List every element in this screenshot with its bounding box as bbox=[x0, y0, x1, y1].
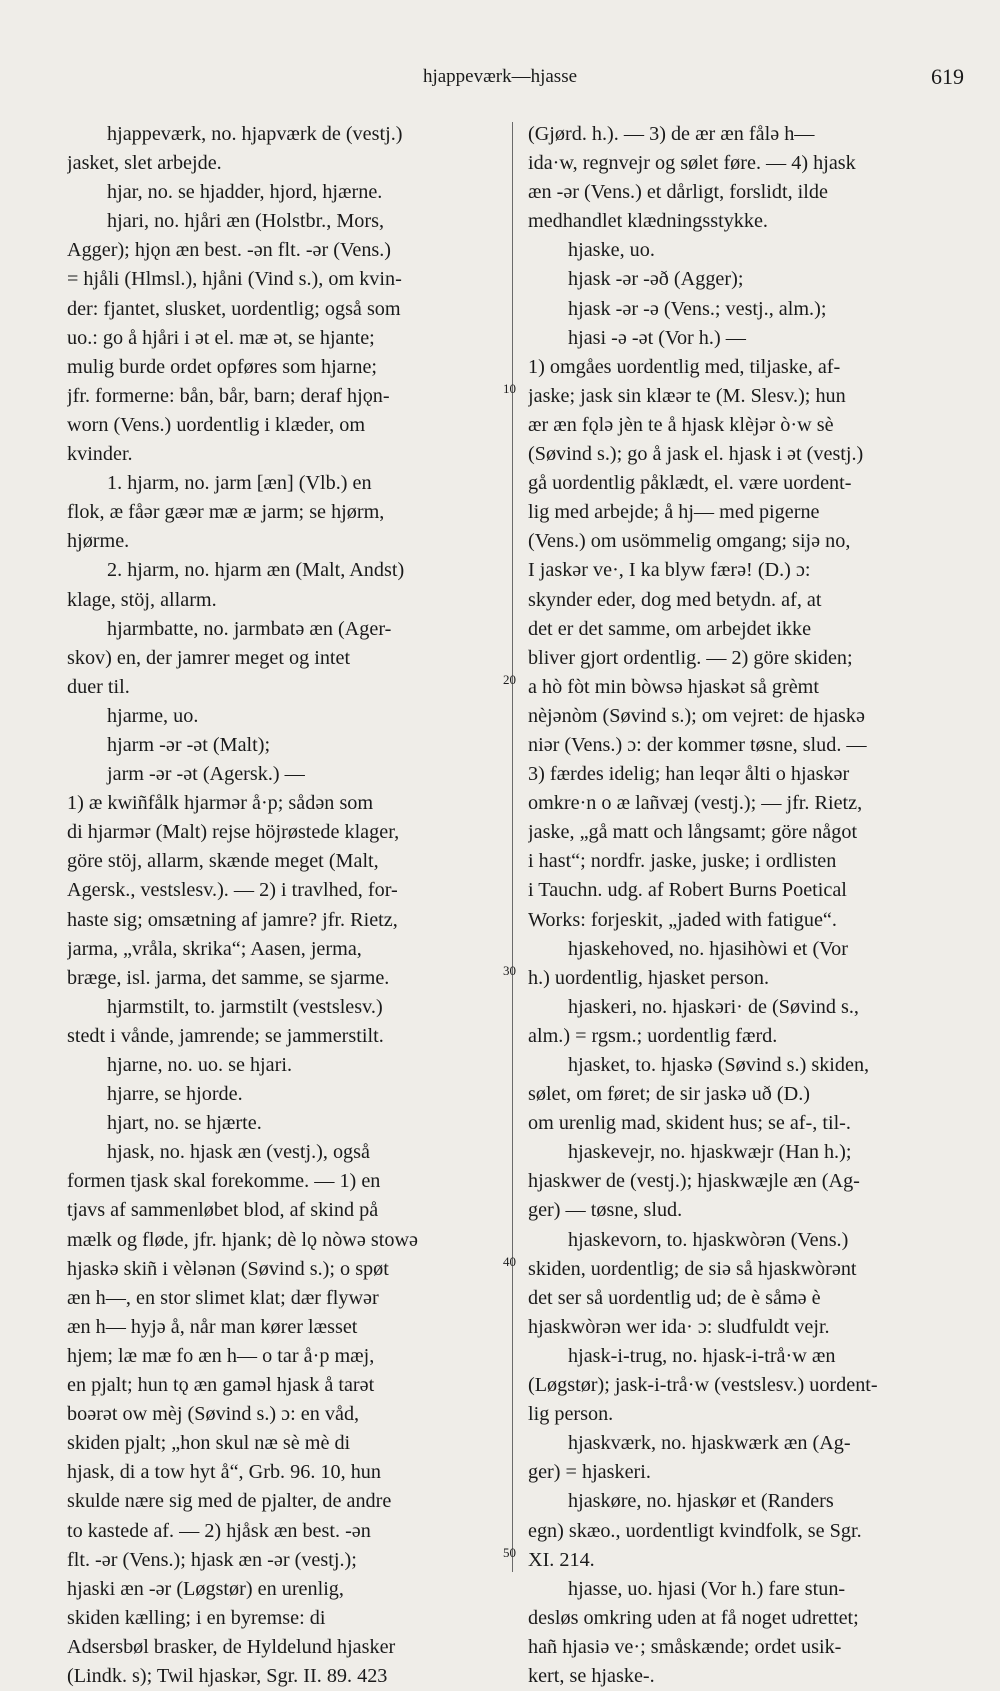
text-line: Agger); hjǫn æn best. -ən flt. -ər (Vens.) bbox=[67, 239, 392, 262]
text-line: kvinder. bbox=[67, 443, 133, 466]
text-line: det ser så uordentlig ud; de è såmə è bbox=[528, 1286, 821, 1309]
text-line: ær æn fǫlə jèn te å hjask klèjər ò·w sè bbox=[528, 413, 834, 436]
text-line: hjaskevorn, to. hjaskwòrən (Vens.) bbox=[568, 1228, 849, 1251]
text-line: stedt i vånde, jamrende; se jammerstilt. bbox=[67, 1024, 384, 1047]
text-line: æn -ər (Vens.) et dårligt, forslidt, ilde bbox=[528, 181, 828, 204]
text-line: hjaskwer de (vestj.); hjaskwæjle æn (Ag- bbox=[528, 1170, 860, 1193]
text-line: jaske; jask sin klæər te (M. Slesv.); hun bbox=[528, 384, 846, 407]
text-line: hjarmstilt, to. jarmstilt (vestslesv.) bbox=[107, 995, 383, 1018]
running-head: hjappeværk—hjasse bbox=[422, 66, 578, 87]
line-marker: 50 bbox=[503, 1545, 516, 1560]
text-line: hjart, no. se hjærte. bbox=[107, 1112, 262, 1135]
text-line: hjarm -ər -ət (Malt); bbox=[107, 733, 271, 756]
text-line: alm.) = rgsm.; uordentlig færd. bbox=[528, 1024, 778, 1047]
line-marker: 30 bbox=[503, 963, 516, 978]
text-line: 1) omgåes uordentlig med, tiljaske, af- bbox=[528, 355, 841, 378]
text-line: hañ hjasiə ve·; småskænde; ordet usik- bbox=[528, 1635, 842, 1658]
text-line: ger) — tøsne, slud. bbox=[528, 1199, 683, 1222]
text-line: haste sig; omsætning af jamre? jfr. Rietz, bbox=[67, 908, 398, 931]
text-line: omkre·n o æ lañvæj (vestj.); — jfr. Rietz, bbox=[528, 792, 863, 815]
text-line: worn (Vens.) uordentlig i klæder, om bbox=[67, 413, 366, 436]
text-line: en pjalt; hun tǫ æn gaməl hjask å tarət bbox=[67, 1374, 375, 1397]
text-line: i hast“; nordfr. jaske, juske; i ordlisten bbox=[528, 850, 837, 873]
text-line: Agersk., vestslesv.). — 2) i travlhed, for- bbox=[67, 879, 398, 902]
text-line: hjem; læ mæ fo æn h— o tar å·p mæj, bbox=[67, 1344, 375, 1367]
text-line: hjaskwòrən wer ida· ɔ: sludfuldt vejr. bbox=[528, 1315, 830, 1338]
text-line: hjaskøre, no. hjaskør et (Randers bbox=[568, 1490, 834, 1513]
text-line: om urenlig mad, skident hus; se af-, til-. bbox=[528, 1112, 851, 1135]
text-line: flt. -ər (Vens.); hjask æn -ər (vestj.); bbox=[67, 1548, 357, 1571]
column-divider bbox=[512, 122, 513, 1572]
text-line: klage, stöj, allarm. bbox=[67, 588, 217, 611]
text-line: 2. hjarm, no. hjarm æn (Malt, Andst) bbox=[107, 559, 405, 582]
text-line: hjaski æn -ər (Løgstør) en urenlig, bbox=[67, 1577, 344, 1600]
text-line: (Søvind s.); go å jask el. hjask i ət (vestj.) bbox=[528, 443, 864, 466]
text-line: 1. hjarm, no. jarm [æn] (Vlb.) en bbox=[107, 472, 372, 495]
text-line: (Lindk. s); Twil hjaskər, Sgr. II. 89. 423 bbox=[67, 1664, 388, 1687]
text-line: hjaskværk, no. hjaskwærk æn (Ag- bbox=[568, 1432, 851, 1455]
text-line: gå uordentlig påklædt, el. være uordent- bbox=[528, 472, 852, 495]
text-line: kert, se hjaske-. bbox=[528, 1664, 655, 1687]
text-line: I jaskər ve·, I ka blyw færə! (D.) ɔ: bbox=[528, 559, 811, 582]
text-line: 3) færdes idelig; han leqər ålti o hjaskər bbox=[528, 763, 850, 786]
text-line: (Løgstør); jask-i-trå·w (vestslesv.) uordent- bbox=[528, 1374, 878, 1397]
text-line: tjavs af sammenløbet blod, af skind på bbox=[67, 1199, 379, 1222]
text-line: mulig burde ordet opføres som hjarne; bbox=[67, 355, 378, 378]
line-marker: 10 bbox=[503, 381, 516, 396]
text-line: medhandlet klædningsstykke. bbox=[528, 210, 768, 233]
text-line: hjaskeri, no. hjaskəri· de (Søvind s., bbox=[568, 995, 859, 1018]
text-line: hjaskevejr, no. hjaskwæjr (Han h.); bbox=[568, 1141, 852, 1164]
text-line: XI. 214. bbox=[528, 1548, 595, 1571]
text-line: (Gjørd. h.). — 3) de ær æn fålə h— bbox=[528, 123, 815, 145]
text-line: h.) uordentlig, hjasket person. bbox=[528, 966, 770, 989]
text-line: skiden, uordentlig; de siə så hjaskwòrənt bbox=[528, 1257, 857, 1280]
text-line: hjar, no. se hjadder, hjord, hjærne. bbox=[107, 181, 383, 204]
right-column bbox=[528, 120, 958, 1691]
text-line: hjappeværk, no. hjapværk de (vestj.) bbox=[107, 123, 403, 145]
text-line: jarm -ər -ət (Agersk.) — bbox=[107, 763, 305, 786]
line-marker: 20 bbox=[503, 672, 516, 687]
text-line: hjask, di a tow hyt å“, Grb. 96. 10, hun bbox=[67, 1461, 381, 1484]
text-line: Adsersbøl brasker, de Hyldelund hjasker bbox=[67, 1635, 396, 1658]
text-line: hjask -ər -əð (Agger); bbox=[568, 268, 744, 291]
text-line: Works: forjeskit, „jaded with fatigue“. bbox=[528, 908, 837, 931]
text-line: hjørme. bbox=[67, 530, 130, 553]
text-line: hjaskə skiñ i vèlənən (Søvind s.); o spøt bbox=[67, 1257, 389, 1280]
text-line: hjasket, to. hjaskə (Søvind s.) skiden, bbox=[568, 1054, 870, 1076]
text-line: to kastede af. — 2) hjåsk æn best. -ən bbox=[67, 1519, 371, 1542]
text-line: hjask -ər -ə (Vens.; vestj., alm.); bbox=[568, 297, 827, 320]
text-line: = hjåli (Hlmsl.), hjåni (Vind s.), om kvin- bbox=[67, 268, 402, 291]
text-line: hjarne, no. uo. se hjari. bbox=[107, 1054, 292, 1076]
text-line: flok, æ fåər gæər mæ æ jarm; se hjørm, bbox=[67, 501, 385, 524]
text-line: det er det samme, om arbejdet ikke bbox=[528, 617, 812, 640]
text-line: skulde nære sig med de pjalter, de andre bbox=[67, 1490, 392, 1513]
text-line: hjask-i-trug, no. hjask-i-trå·w æn bbox=[568, 1344, 836, 1367]
text-line: sølet, om føret; de sir jaskə uð (D.) bbox=[528, 1083, 810, 1106]
text-line: niər (Vens.) ɔ: der kommer tøsne, slud. — bbox=[528, 733, 867, 756]
text-line: skiden pjalt; „hon skul næ sè mè di bbox=[67, 1432, 351, 1455]
text-line: bræge, isl. jarma, det samme, se sjarme. bbox=[67, 966, 390, 989]
text-line: jfr. formerne: bån, bår, barn; deraf hjǫn- bbox=[67, 384, 390, 407]
text-line: jaske, „gå matt och långsamt; göre något bbox=[528, 821, 858, 844]
text-line: jasket, slet arbejde. bbox=[67, 152, 222, 175]
text-line: ida·w, regnvejr og sølet føre. — 4) hjask bbox=[528, 152, 856, 175]
text-line: skiden kælling; i en byremse: di bbox=[67, 1606, 326, 1629]
text-line: a hò fòt min bòwsə hjaskət så grèmt bbox=[528, 675, 819, 698]
text-line: boərət ow mèj (Søvind s.) ɔ: en våd, bbox=[67, 1403, 360, 1426]
text-line: ger) = hjaskeri. bbox=[528, 1461, 651, 1484]
text-line: di hjarmər (Malt) rejse höjrøstede klager, bbox=[67, 821, 400, 844]
text-line: hjask, no. hjask æn (vestj.), også bbox=[107, 1141, 370, 1164]
text-line: mælk og fløde, jfr. hjank; dè lǫ nòwə stowə bbox=[67, 1228, 418, 1251]
text-line: hjari, no. hjåri æn (Holstbr., Mors, bbox=[107, 210, 384, 233]
page-number: 619 bbox=[931, 64, 964, 89]
line-marker: 40 bbox=[503, 1254, 516, 1269]
text-line: uo.: go å hjåri i ət el. mæ ət, se hjante; bbox=[67, 326, 375, 349]
text-line: hjaskehoved, no. hjasihòwi et (Vor bbox=[568, 937, 848, 960]
text-line: egn) skæo., uordentligt kvindfolk, se Sgr. bbox=[528, 1519, 862, 1542]
text-line: lig person. bbox=[528, 1403, 614, 1426]
text-line: æn h— hyjə å, når man kører læsset bbox=[67, 1315, 358, 1338]
text-line: skynder eder, dog med betydn. af, at bbox=[528, 588, 822, 611]
left-column bbox=[67, 120, 497, 1691]
text-line: æn h—, en stor slimet klat; dær flywər bbox=[67, 1286, 379, 1309]
text-line: hjarre, se hjorde. bbox=[107, 1083, 243, 1106]
text-line: hjasi -ə -ət (Vor h.) — bbox=[568, 326, 746, 349]
text-line: lig med arbejde; å hj— med pigerne bbox=[528, 501, 820, 524]
text-line: hjaske, uo. bbox=[568, 239, 655, 262]
text-line: formen tjask skal forekomme. — 1) en bbox=[67, 1170, 381, 1193]
text-line: 1) æ kwiñfålk hjarmər å·p; sådən som bbox=[67, 792, 374, 815]
text-line: der: fjantet, slusket, uordentlig; også som bbox=[67, 297, 401, 320]
text-line: i Tauchn. udg. af Robert Burns Poetical bbox=[528, 879, 847, 902]
page-header bbox=[0, 62, 1000, 94]
text-line: hjasse, uo. hjasi (Vor h.) fare stun- bbox=[568, 1577, 846, 1600]
text-line: (Vens.) om usömmelig omgang; sijə no, bbox=[528, 530, 851, 553]
text-line: jarma, „vråla, skrika“; Aasen, jerma, bbox=[67, 937, 362, 960]
text-line: bliver gjort ordentlig. — 2) göre skiden; bbox=[528, 646, 853, 669]
text-line: göre stöj, allarm, skænde meget (Malt, bbox=[67, 850, 379, 873]
text-line: skov) en, der jamrer meget og intet bbox=[67, 646, 351, 669]
text-line: duer til. bbox=[67, 675, 130, 698]
text-line: hjarme, uo. bbox=[107, 704, 199, 727]
text-line: hjarmbatte, no. jarmbatə æn (Ager- bbox=[107, 617, 392, 640]
text-line: desløs omkring uden at få noget udrettet; bbox=[528, 1606, 859, 1629]
text-line: nèjənòm (Søvind s.); om vejret: de hjaskə bbox=[528, 704, 865, 727]
